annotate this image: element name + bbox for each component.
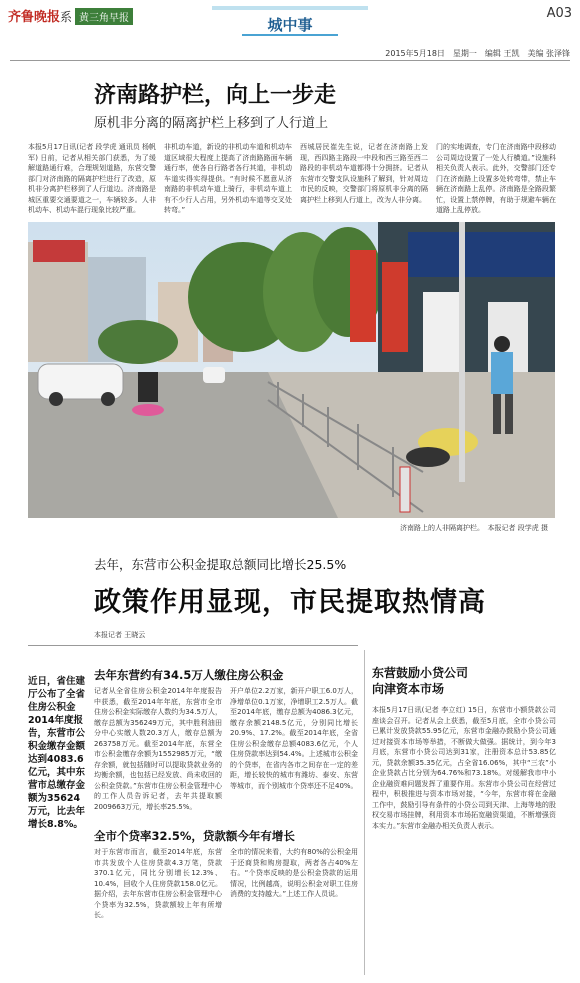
divider (28, 645, 358, 646)
story2-lead-box: 近日，省住建厅公布了全省住房公积金2014年度报告，东营市公积金缴存金额达到4083.6亿元，其中东营市总缴存金额为35624万元，比去年增长8.8%。 (28, 676, 86, 830)
story2-headline: 政策作用显现，市民提取热情高 (94, 587, 486, 618)
section-title: 城中事 (242, 14, 338, 36)
edition-tag: 黄三角早报 (75, 8, 133, 25)
story3-body: 本报5月17日讯(记者 李立红) 15日，东营市小额贷款公司座谈会召开。记者从会上获悉，截至5月底，全市小贷公司已累计发放贷款55.95亿元，东营市金融办鼓励小贷公司通过对接资本市场等举措，不断做大做强。据统计，到今年3月底，东营市小贷公司达到31家，注册资本总计53.85亿元，贷款余额35.35亿元，占全省16.06%，其中“三农”小企业贷款占比分别为64.76%和73.18%。对缓解我市中小企业融资难问题发挥了重要作用。东营市小贷公司在经营过程中，积极推进与资本市场对接，“今年，东营市将在金融工作中，鼓励引导有条件的小贷公司到天津、上海等地的股权交易市场挂牌，利用资本市场拓宽融资渠道，不断增强资本实力。”东营市金融办相关负责人表示。 (372, 706, 556, 830)
story1-column-2: 非机动车道，新设的非机动车道和机动车道区域很大程度上提高了济南路路面车辆通行率，使各自行路者各行其道，非机动车道实得实得提供。“有时候不愿意从济南路的非机动车道上骑行，非机动车道上有不少行人占用，另外机动车道等交叉处转弯。” (164, 143, 292, 214)
story2-subhead-1: 去年东营约有34.5万人缴住房公积金 (94, 668, 284, 682)
story1-column-4: 门的实地调查，专门在济南路中段移动公司周边设置了一处人行横道。”设施科相关负责人表示。此外，交警部门还专门在济南路上设置多处转弯带，禁止车辆在济南路上乱停。济南路是全路段繁忙，设置上禁停牌，有助于规避车辆在道路上乱停放。 (436, 143, 556, 214)
story2-byline: 本报记者 王晓云 (94, 631, 146, 639)
dateline: 2015年5月18日 星期一 编辑 王凯 美编 张泽锋 (385, 49, 570, 58)
newspaper-logo: 齐鲁晚报系 黄三角早报 (8, 6, 133, 25)
story2-column-a: 记者从全省住房公积金2014年年度报告中获悉，截至2014年年底，东营市全市住房公积金实际缴存人数约为34.5万人，缴存总额为356249万元，其中胜利油田分中心实缴人数20.3万人，缴存总额为263758万元。截至2014年底，东营全市公积金缴存余额为1552985万元，“缴存余额，就包括随时可以提取贷款业务的均衡余额，也包括已经发放、尚未收回的公积金贷款。”东营市住房公积金管理中心的工作人员告诉记者，去年共提取额2009663万元，增长率25.5%。 (94, 687, 222, 811)
column-divider (364, 650, 365, 975)
story2-column-b: 开户单位2.2万家，新开户职工6.0万人，净增单位0.1万家，净增职工2.5万人。截至2014年底，缴存总额为4086.3亿元，缴存余额2148.5亿元，分别同比增长20.9%、17.2%。截至2014年底，全省住房公积金缴存总额4083.6亿元，个人住房贷款率达到54.4%。上述城市公积金的个贷率，在省内各市之间存在一定的差距，增长较快的城市有潍坊、泰安、东营等城市，而个别城市个贷率还不足40%。 (230, 687, 358, 790)
story2-column-c: 对于东营市而言，截至2014年底，东营市共发放个人住房贷款4.3万笔，贷款370.1亿元，同比分别增长12.3%、10.4%，回收个人住房贷款158.0亿元。据介绍，去年东营市住房公积金管理中心个贷率为32.5%，贷款额较上年有所增长。 (94, 848, 222, 919)
story1-column-3: 西城居民崔先生说，记者在济南路上发现，西四路主路段一中段和西三路至西二路段的非机动车道都得十分拥挤。记者从东营市交警支队设施科了解到，针对周边市民的反映，交警部门将原机非分离的隔离护栏上移到人行道上，改为人非分离。 (300, 143, 428, 204)
masthead (0, 0, 580, 38)
story1-headline: 济南路护栏，向上一步走 (94, 83, 337, 108)
story2-subhead-2: 全市个贷率32.5%，贷款额今年有增长 (94, 829, 295, 843)
story1-column-1: 本报5月17日讯(记者 段学虎 通讯员 杨帆军) 日前，记者从相关部门获悉，为了缓解道路通行难，合理规划道路，东营交警部门对济南路的隔离护栏进行了改造，原机非分离护栏移到了人行道边。济南路是城区重要交通要道之一，车辆较多。人非机动车、机动车混行现象比较严重。 (28, 143, 156, 214)
story2-kicker: 去年，东营市公积金提取总额同比增长25.5% (94, 557, 347, 572)
page-number: A03 (546, 6, 572, 21)
story1-subhead: 原机非分离的隔离护栏上移到了人行道上 (94, 116, 329, 131)
story2-column-d: 全市的情况来看，大约有80%的公积金用于还商贷和购房提取，两者各占40%左右。“个贷率反映的是公积金贷款的运用情况，比例越高，说明公积金对职工住房消费的支持越大。”上述工作人员说。 (230, 848, 358, 898)
story3-headline: 东营鼓励小贷公司 向津资本市场 (372, 666, 469, 696)
photo-caption: 济南路上的人非隔离护栏。 本报记者 段学虎 摄 (400, 524, 548, 532)
street-scene-illustration (28, 222, 555, 518)
street-photo (28, 222, 555, 518)
divider (10, 60, 570, 61)
